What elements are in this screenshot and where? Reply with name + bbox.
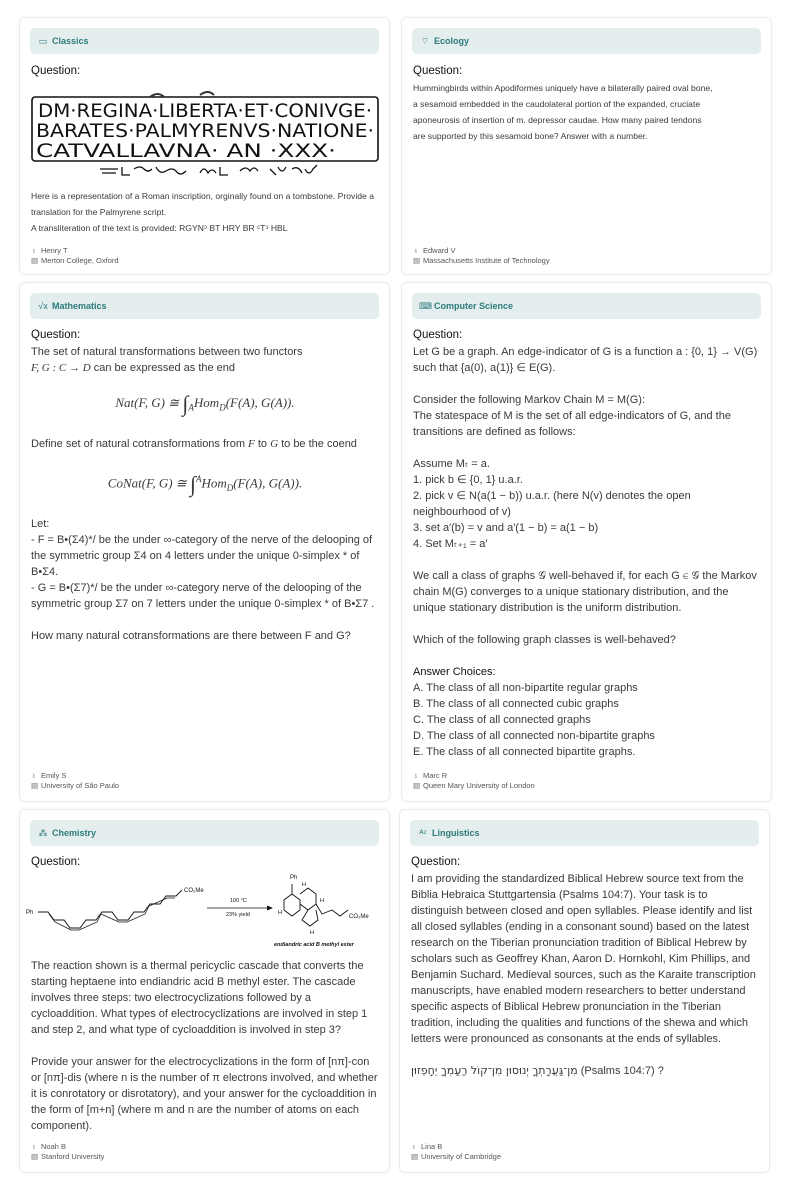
card-footer <box>413 771 535 791</box>
card-footer <box>31 246 119 266</box>
card-footer <box>411 1142 501 1162</box>
institution-icon: ▤ <box>413 781 421 790</box>
category-label: Linguistics <box>432 828 480 838</box>
user-icon: ♁ <box>31 1142 37 1151</box>
svg-text:23% yield: 23% yield <box>226 912 250 918</box>
card-computer-science <box>401 282 772 802</box>
institution-name: Massachusetts Institute of Technology <box>423 256 550 265</box>
reaction-scheme-drawing <box>24 872 386 952</box>
question-text: Let G be a graph. An edge-indicator of G is a function a : {0, 1} → V(G) such that {a(0), a(1)} ∈ E(G). Consider the following Markov Chain M = M(G): The statespace of M is the set of all edge-indicators of G, and the transitions are defined as follows: Assume Mₜ = a. 1. pick b ∈ {0, 1} u.a.r. 2. pick v ∈ N(a(1 − b)) u.a.r. (here N(v) denotes the open neighbourhood of v) 3. set a′(b) = v and a′(1 − b) = a(1 − b) 4. Set Mₜ₊₁ = a′ We call a class of graphs 𝒢 well-behaved if, for each G ∈ 𝒢 the Markov chain M(G) converges to a unique stationary distribution, and the unique stationary distribution is the uniform distribution. Which of the following graph classes is well-behaved? Answer Choices: A. The class of all non-bipartite regular graphs B. The class of all connected cubic graphs C. The class of all connected graphs D. The class of all connected non-bipartite graphs E. The class of all connected bipartite graphs. <box>413 344 761 760</box>
svg-text:H: H <box>320 898 324 904</box>
product-structure <box>284 884 348 926</box>
question-label: Question: <box>31 329 81 341</box>
terminal-icon: ⌨ <box>419 300 432 311</box>
translate-icon: ᴬᶻ <box>419 828 427 838</box>
step: Assume Mₜ = a. <box>413 458 490 470</box>
card-ecology <box>401 17 772 275</box>
author-name: Marc R <box>423 771 448 780</box>
step: 1. pick b ∈ {0, 1} u.a.r. <box>413 474 523 486</box>
card-classics <box>19 17 390 275</box>
book-icon: ▭ <box>38 35 48 46</box>
institution-icon: ▤ <box>31 781 39 790</box>
svg-text:CO₂Me: CO₂Me <box>349 914 369 920</box>
item-g: - G = B•(Σ7)*/ be the under ∞-category nerve of the delooping of the symmetric group Σ7 on 7 letters under the unique 0-simplex * of B•Σ7 . <box>31 582 375 610</box>
inscription-line-2: BARATES·PALMYRENVS·NATIONE· <box>36 120 374 142</box>
item-f: - F = B•(Σ4)*/ be the under ∞-category of the nerve of the delooping of the symmetric group Σ4 on 4 letters under the unique 0-simplex * of B•Σ4. <box>31 534 373 578</box>
institution-name: Stanford University <box>41 1152 105 1161</box>
svg-text:H: H <box>302 882 306 888</box>
svg-text:Ph: Ph <box>26 910 34 916</box>
question-text: The reaction shown is a thermal pericyclic cascade that converts the starting heptaene into endiandric acid B methyl ester. The cascade involves three steps: two electrocyclizations followed by a cycloaddition. What types of electrocyclizations are involved in step 1 and step 2, and what type of cycloaddition is involved in step 3? Provide your answer for the electrocyclizations in the form of [nπ]-con or [nπ]-dis (where n is the number of π electrons involved, and whether it is conrotatory or disrotatory), and your answer for the cycloaddition in the form of [m+n] (where m and n are the number of atoms on each component). <box>31 960 378 1132</box>
author-name: Henry T <box>41 246 68 255</box>
user-icon: ♁ <box>31 771 37 780</box>
svg-text:100 °C: 100 °C <box>230 898 247 904</box>
palmyrene-script <box>100 165 317 175</box>
answer-choices-label: Answer Choices: <box>413 666 496 678</box>
inscription-line-1: DM·REGINA·LIBERTA·ET·CONIVGE· <box>38 100 372 122</box>
svg-text:endiandric acid B methyl ester: endiandric acid B methyl ester <box>274 942 354 948</box>
institution-name: Queen Mary University of London <box>423 781 535 790</box>
answer-choice: D. The class of all connected non-bipartite graphs <box>413 730 655 742</box>
card-footer <box>31 1142 104 1162</box>
svg-text:H: H <box>278 910 282 916</box>
sqrt-icon: √x <box>38 301 48 311</box>
heptaene-chain <box>38 890 182 928</box>
question-text: I am providing the standardized Biblical Hebrew source text from the Biblia Hebraica Stuttgartensia (Psalms 104:7). Your task is to distinguish between closed and open syllables. Please identify and list all closed syllables (ending in a consonant sound) based on the latest research on the Tiberian pronunciation tradition of Biblical Hebrew by scholars such as Geoffrey Khan, Aaron D. Hornkohl, Kim Phillips, and Benjamin Suchard. Medieval sources, such as the Karaite transcription manuscripts, have enabled modern researchers to better understand specific aspects of Biblical Hebrew pronunciation in the Tiberian tradition, including the qualities and functions of the shewa and which letters were pronounced as consonants at the ends of syllables. מִן־גַּעֲרָתְךָ יְנוּסוּן מִן־קוֹל רַעַמְךָ יֵחָפֵזוּן (Psalms 104:7) ? <box>411 871 759 1079</box>
category-label: Mathematics <box>52 301 107 311</box>
category-header <box>412 293 761 319</box>
question-label: Question: <box>411 856 461 868</box>
card-footer <box>31 771 119 791</box>
user-icon: ♁ <box>413 771 419 780</box>
answer-choice: B. The class of all connected cubic graphs <box>413 698 619 710</box>
question-text: Here is a representation of a Roman inscription, orginally found on a tombstone. Provide a translation for the Palmyrene script. A transliteration of the text is provided: RGYNᵓ BT HRY BR ᶜTᵓ HBL <box>31 191 374 233</box>
category-header <box>30 820 379 846</box>
question-label: Question: <box>413 65 463 77</box>
step: 3. set a′(b) = v and a′(1 − b) = a(1 − b) <box>413 522 599 534</box>
svg-text:Ph: Ph <box>290 875 298 881</box>
institution-name: University of Cambridge <box>421 1152 502 1161</box>
category-label: Ecology <box>434 36 470 46</box>
closing-question: How many natural cotransformations are there between F and G? <box>31 630 351 642</box>
category-header <box>30 293 379 319</box>
category-label: Chemistry <box>52 828 97 838</box>
author-name: Lina B <box>421 1142 443 1151</box>
user-icon: ♁ <box>31 246 37 255</box>
author-name: Edward V <box>423 246 456 255</box>
svg-text:H: H <box>310 930 314 936</box>
category-header <box>410 820 759 846</box>
molecule-icon: ⁂ <box>38 827 48 838</box>
inscription-line-3: CATVALLAVNA· AN ·XXX· <box>36 140 336 162</box>
inscription-image <box>30 91 382 181</box>
user-icon: ♁ <box>411 1142 417 1151</box>
category-label: Computer Science <box>434 301 514 311</box>
bird-icon: ⌔ <box>420 35 430 46</box>
institution-name: Merton College, Oxford <box>41 256 119 265</box>
question-label: Question: <box>413 329 463 341</box>
inscription-drawing <box>30 91 382 181</box>
equation-coend: CoNat(F, G) ≅ ∫$^A$Hom$_D$(F(A), G(A)). <box>107 471 303 497</box>
question-label: Question: <box>31 856 81 868</box>
card-linguistics <box>399 809 770 1173</box>
answer-choice: A. The class of all non-bipartite regular graphs <box>413 682 638 694</box>
card-footer <box>413 246 550 266</box>
category-header <box>412 28 761 54</box>
institution-name: University of São Paulo <box>41 781 119 790</box>
svg-text:CO₂Me: CO₂Me <box>184 888 204 894</box>
card-chemistry <box>19 809 390 1173</box>
category-label: Classics <box>52 36 89 46</box>
question-text: Hummingbirds within Apodiformes uniquely have a bilaterally paired oval bone, a sesamoid embedded in the caudolateral portion of the expanded, cruciate aponeurosis of insertion of m. depressor caudae. How many paired tendons are supported by this sesamoid bone? Answer with a number. <box>413 83 713 141</box>
step: 4. Set Mₜ₊₁ = a′ <box>413 538 488 550</box>
answer-choice: C. The class of all connected graphs <box>413 714 591 726</box>
user-icon: ♁ <box>413 246 419 255</box>
author-name: Noah B <box>41 1142 67 1151</box>
reaction-scheme <box>24 872 386 952</box>
institution-icon: ▤ <box>411 1152 419 1161</box>
institution-icon: ▤ <box>31 256 39 265</box>
question-text: The set of natural transformations between two functors F, G : C → D can be expressed as the end Nat(F, G) ≅ $\int_AHom_D(F(A)$, G(A)). Define set of natural cotransformations from F to G to be the coend CoNat(F, G) ≅ ∫$^A$Hom$_D$(F(A), G(A)). Let: - F = B•(Σ4)*/ be the under ∞-category of the nerve of the delooping of the symmetric group Σ4 on 4 letters under the unique 0-simplex * of B•Σ4. - G = B•(Σ7)*/ be the under ∞-category nerve of the delooping of the symmetric group Σ7 on 7 letters under the unique 0-simplex * of B•Σ7 . How many natural cotransformations are there between F and G? <box>31 344 379 644</box>
question-label: Question: <box>31 65 81 77</box>
step: 2. pick v ∈ N(a(1 − b)) u.a.r. (here N(v) denotes the open neighbourhood of v) <box>413 490 691 518</box>
equation-end: Nat(F, G) ≅ $\int_AHom_D(F(A)$, G(A)). <box>115 391 295 416</box>
hebrew-verse: מִן־גַּעֲרָתְךָ יְנוּסוּן מִן־קוֹל רַעַמְךָ יֵחָפֵזוּן (Psalms 104:7) ? <box>411 1064 664 1077</box>
answer-choice: E. The class of all connected bipartite graphs. <box>413 746 636 758</box>
institution-icon: ▤ <box>31 1152 39 1161</box>
author-name: Emily S <box>41 771 67 780</box>
institution-icon: ▤ <box>413 256 421 265</box>
category-header <box>30 28 379 54</box>
card-mathematics <box>19 282 390 802</box>
